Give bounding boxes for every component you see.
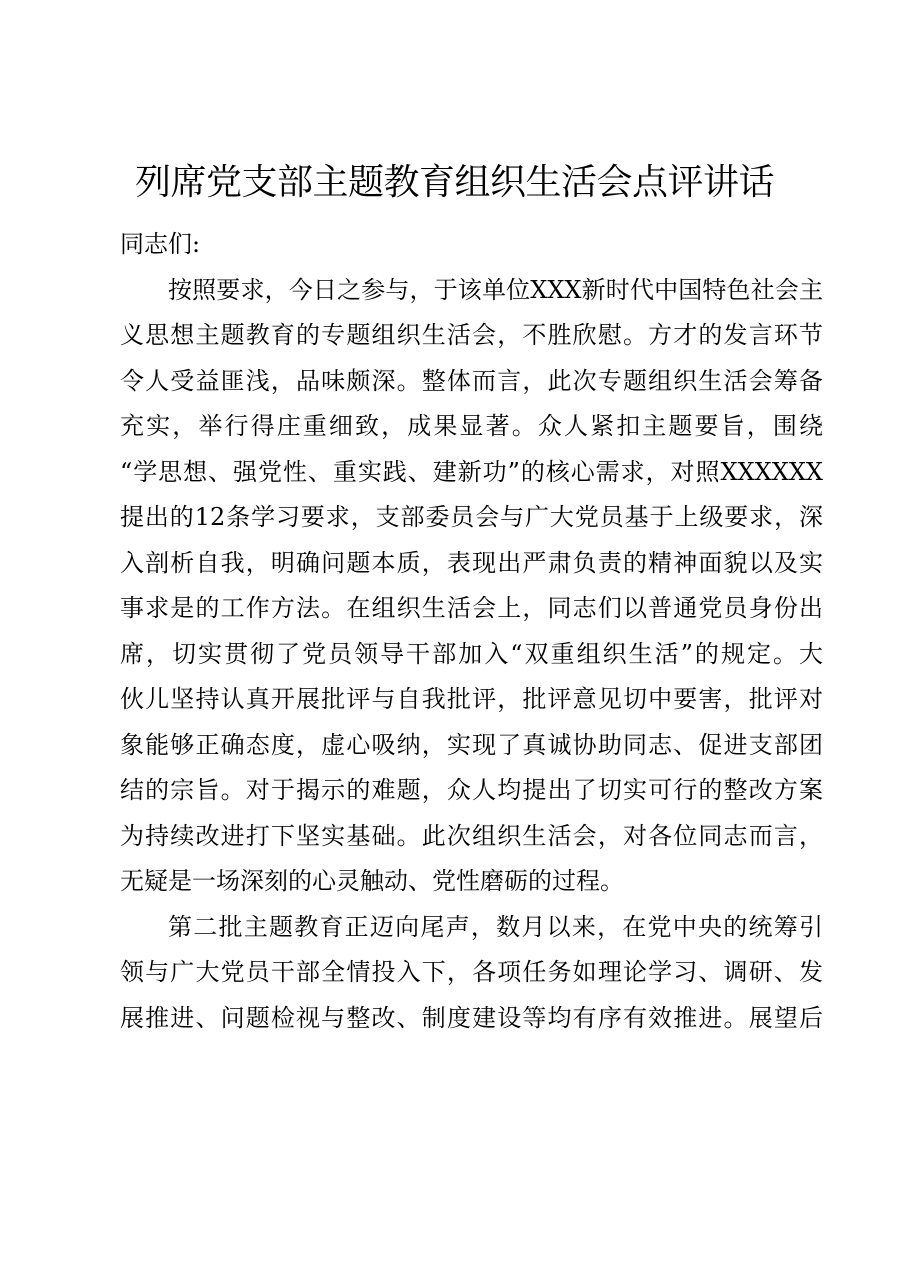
paragraph-2 [120, 905, 823, 1042]
salutation: 同志们: [120, 230, 201, 258]
paragraph-line: 为持续改进打下坚实基础。此次组织生活会，对各位同志而言， [120, 821, 823, 850]
document-body [120, 222, 823, 1041]
paragraph-line: 事求是的工作方法。在组织生活会上，同志们以普通党员身份出 [120, 594, 823, 622]
paragraph-line: 令人受益匪浅，品味颇深。整体而言，此次专题组织生活会筹备 [120, 366, 823, 395]
paragraph-line: 第二批主题教育正迈向尾声，数月以来，在党中央的统筹引 [168, 912, 823, 941]
paragraph-line: 入剖析自我，明确问题本质，表现出严肃负责的精神面貌以及实 [120, 548, 823, 577]
paragraph-1 [120, 268, 823, 905]
paragraph-line: 义思想主题教育的专题组织生活会，不胜欣慰。方才的发言环节 [120, 321, 823, 349]
paragraph-line: 展推进、问题检视与整改、制度建设等均有序有效推进。展望后 [120, 1003, 823, 1032]
paragraph-line: 按照要求，今日之参与，于该单位XXX新时代中国特色社会主 [168, 275, 823, 304]
paragraph-line: 席，切实贯彻了党员领导干部加入“双重组织生活”的规定。大 [120, 639, 823, 668]
paragraph-line: 伙儿坚持认真开展批评与自我批评，批评意见切中要害，批评对 [120, 685, 823, 713]
paragraph-line: 提出的12条学习要求，支部委员会与广大党员基于上级要求，深 [120, 503, 823, 531]
paragraph-line: 充实，举行得庄重细致，成果显著。众人紧扣主题要旨，围绕 [120, 412, 823, 440]
paragraph-line: 无疑是一场深刻的心灵触动、党性磨砺的过程。 [120, 867, 624, 895]
document-title: 列席党支部主题教育组织生活会点评讲话 [134, 162, 774, 203]
paragraph-line: 领与广大党员干部全情投入下，各项任务如理论学习、调研、发 [120, 958, 823, 986]
paragraph-line: “学思想、强党性、重实践、建新功”的核心需求，对照XXXXXX [120, 457, 823, 486]
paragraph-line: 结的宗旨。对于揭示的难题，众人均提出了切实可行的整改方案 [120, 776, 823, 804]
paragraph-line: 象能够正确态度，虚心吸纳，实现了真诚协助同志、促进支部团 [120, 730, 823, 759]
